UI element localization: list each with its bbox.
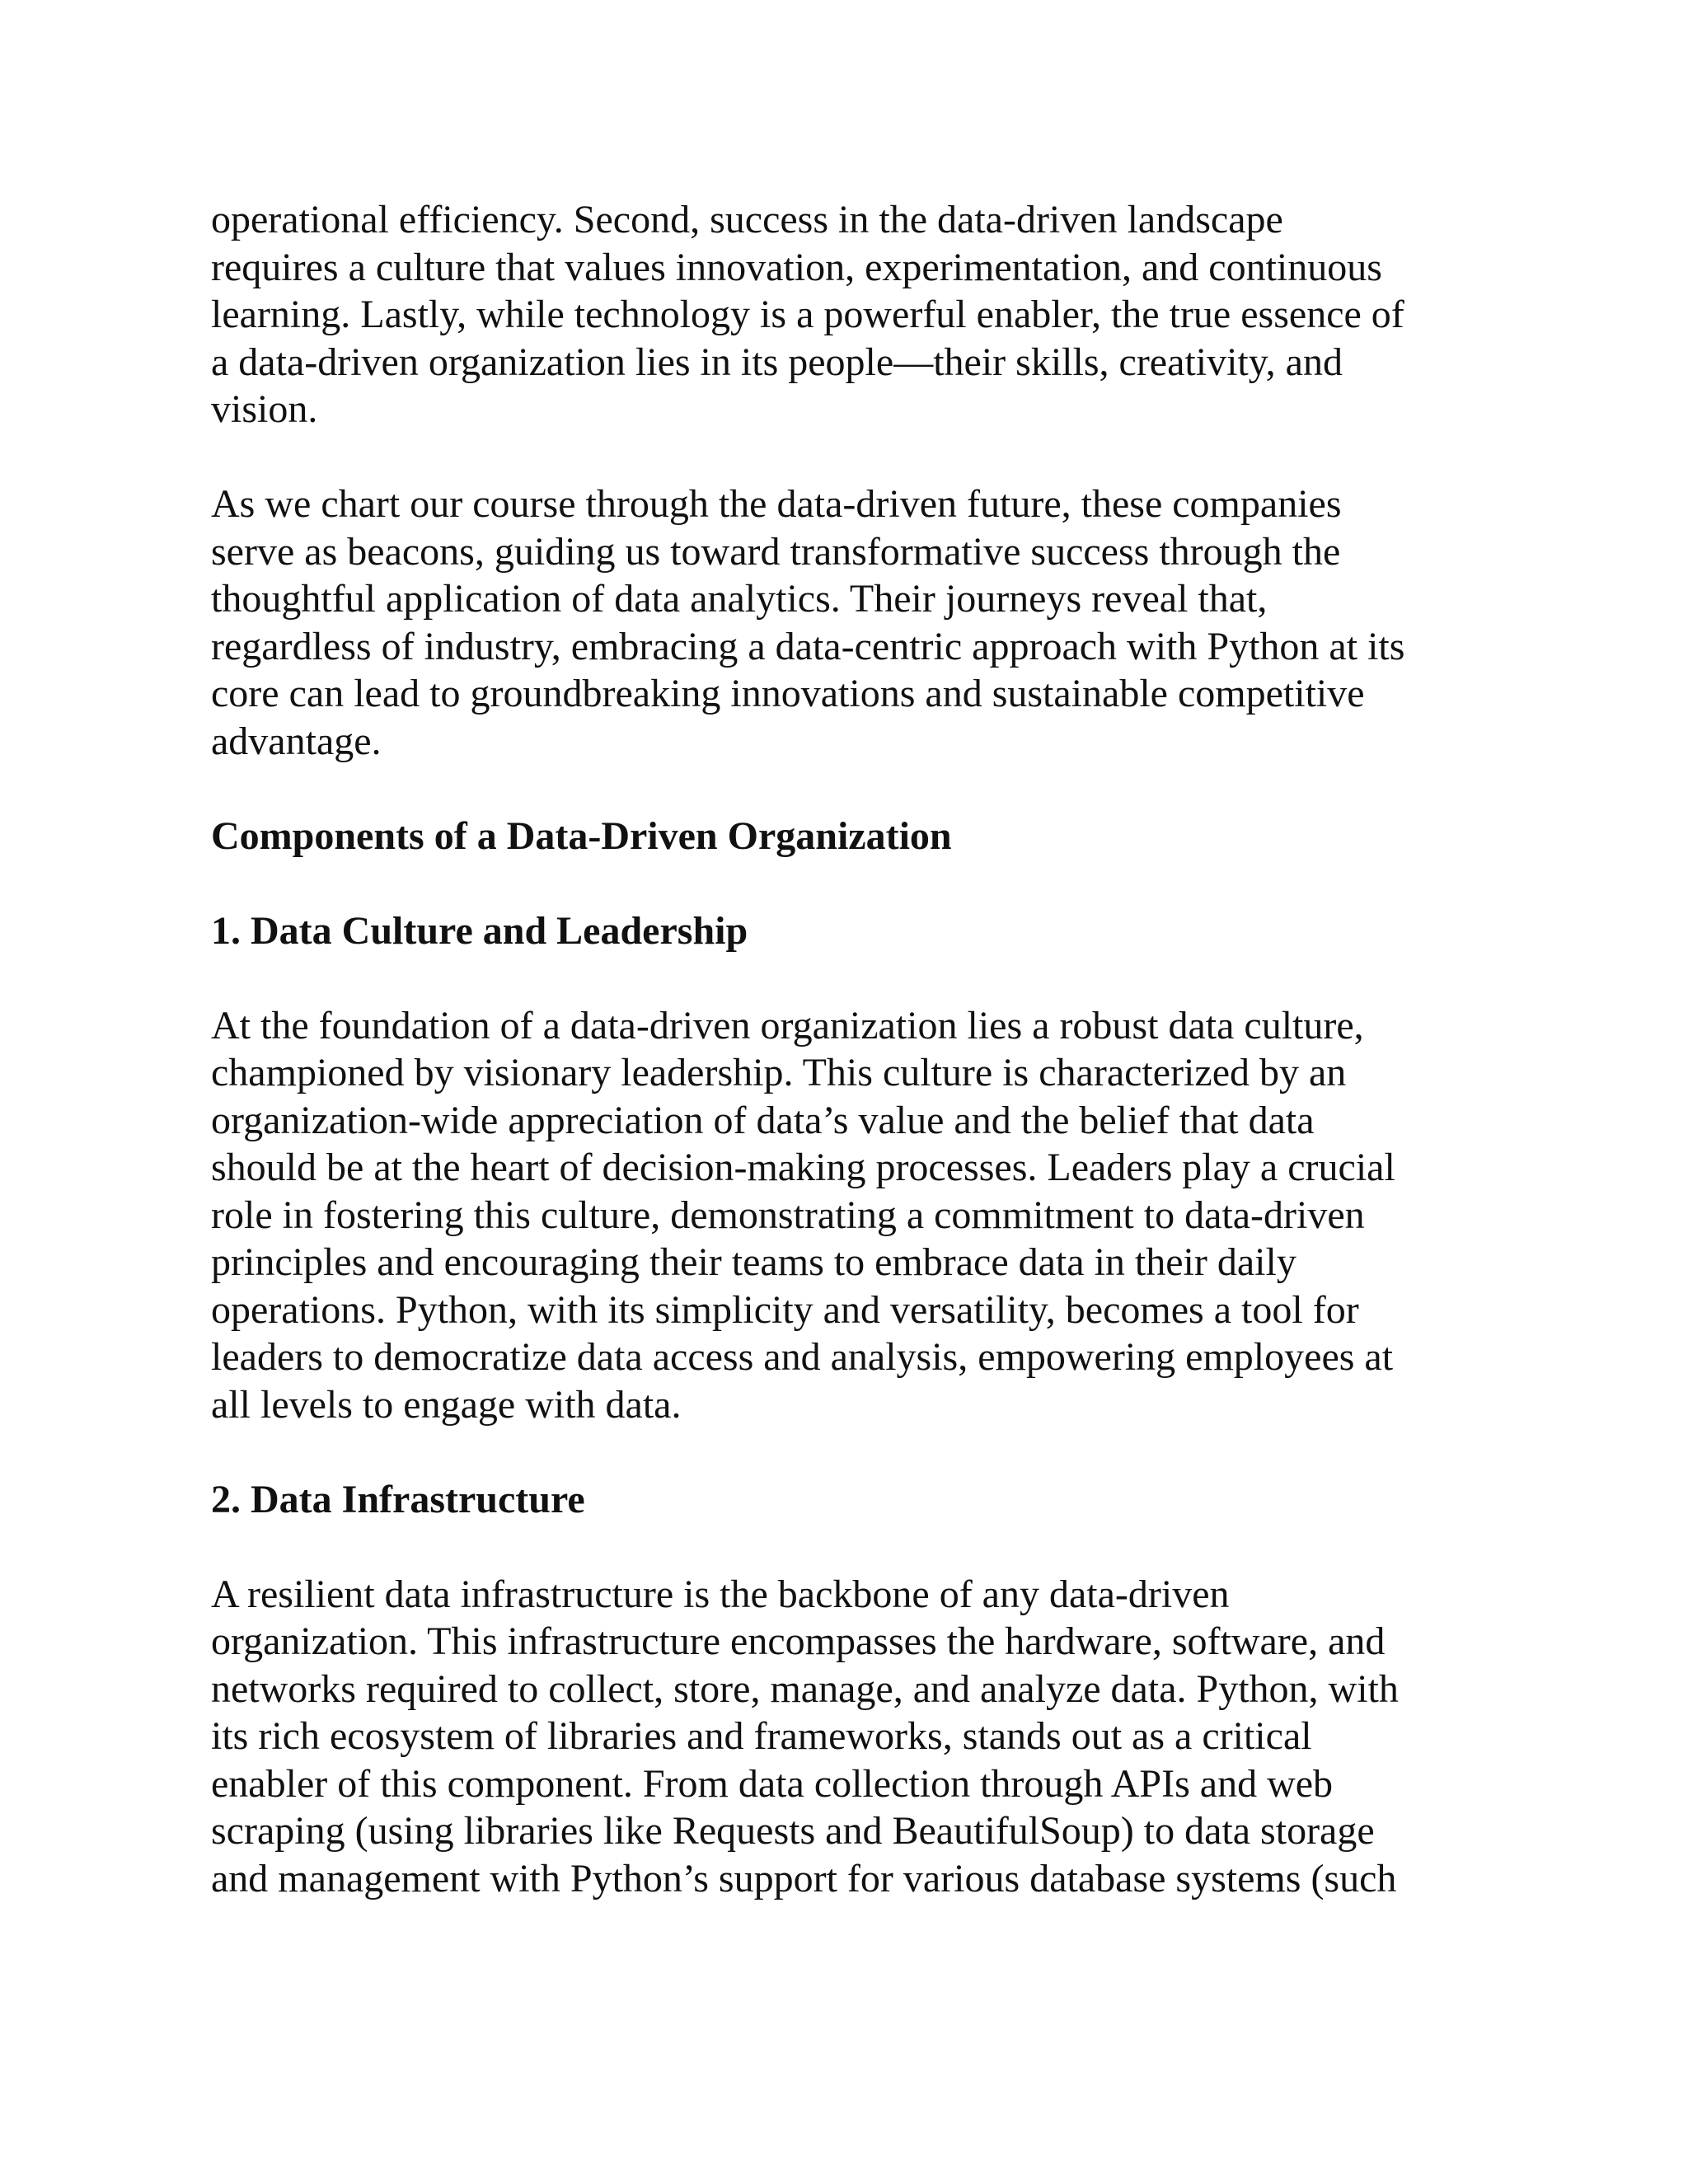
paragraph-data-culture (211, 1002, 1480, 1429)
text-line: role in fostering this culture, demonstrating a commitment to data-driven (211, 1193, 1365, 1237)
document-body (211, 196, 1480, 1950)
paragraph-chart-our-course (211, 480, 1480, 765)
text-line: its rich ecosystem of libraries and frameworks, stands out as a critical (211, 1714, 1312, 1758)
text-line: advantage. (211, 719, 382, 763)
text-line: At the foundation of a data-driven organization lies a robust data culture, (211, 1003, 1364, 1047)
text-line: networks required to collect, store, manage, and analyze data. Python, with (211, 1666, 1399, 1711)
text-line: learning. Lastly, while technology is a powerful enabler, the true essence of (211, 293, 1404, 336)
text-line: core can lead to groundbreaking innovations and sustainable competitive (211, 672, 1365, 715)
text-line: As we chart our course through the data-driven future, these companies (211, 482, 1342, 526)
text-line: principles and encouraging their teams to embrace data in their daily (211, 1240, 1296, 1284)
text-line: thoughtful application of data analytics. Their journeys reveal that, (211, 577, 1268, 621)
text-line: championed by visionary leadership. This culture is characterized by an (211, 1051, 1347, 1094)
text-line: leaders to democratize data access and analysis, empowering employees at (211, 1335, 1394, 1379)
text-line: serve as beacons, guiding us toward transformative success through the (211, 529, 1341, 574)
text-line: operational efficiency. Second, success in the data-driven landscape (211, 198, 1283, 241)
text-line: organization. This infrastructure encompasses the hardware, software, and (211, 1619, 1386, 1663)
text-line: and management with Python’s support for various database systems (such (211, 1856, 1397, 1900)
text-line: scraping (using libraries like Requests and BeautifulSoup) to data storage (211, 1809, 1375, 1853)
paragraph-operational-efficiency (211, 196, 1480, 434)
text-line: all levels to engage with data. (211, 1382, 682, 1427)
text-line: organization-wide appreciation of data’s value and the belief that data (211, 1098, 1315, 1142)
text-line: vision. (211, 387, 318, 431)
text-line: should be at the heart of decision-making processes. Leaders play a crucial (211, 1146, 1395, 1189)
heading-components: Components of a Data-Driven Organization (211, 813, 952, 858)
heading-data-infrastructure: 2. Data Infrastructure (211, 1477, 585, 1521)
heading-data-culture-leadership: 1. Data Culture and Leadership (211, 908, 748, 953)
text-line: requires a culture that values innovation, experimentation, and continuous (211, 245, 1382, 289)
text-line: regardless of industry, embracing a data-centric approach with Python at its (211, 624, 1405, 668)
text-line: A resilient data infrastructure is the backbone of any data-driven (211, 1572, 1230, 1616)
paragraph-data-infrastructure (211, 1571, 1480, 1903)
text-line: operations. Python, with its simplicity and versatility, becomes a tool for (211, 1287, 1359, 1332)
text-line: a data-driven organization lies in its people—their skills, creativity, and (211, 340, 1343, 384)
text-line: enabler of this component. From data collection through APIs and web (211, 1761, 1334, 1806)
